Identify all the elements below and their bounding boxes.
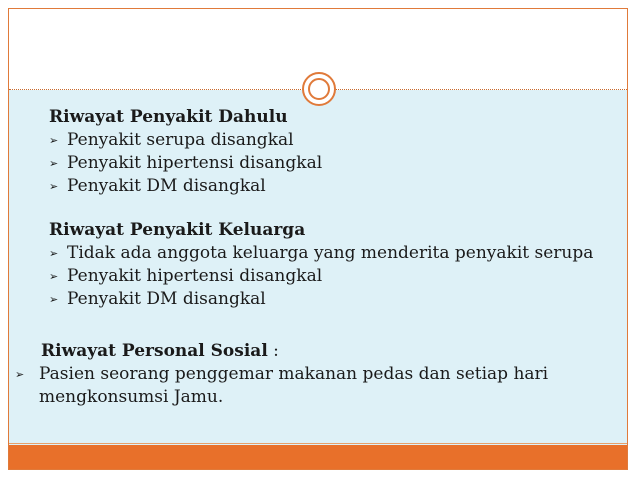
arrow-bullet-icon: ➢: [49, 247, 59, 260]
list-item: [9, 265, 627, 288]
heading-colon: :: [267, 341, 279, 361]
list-item-text: Penyakit hipertensi disangkal: [67, 153, 323, 173]
section-riwayat-penyakit-dahulu: [9, 106, 627, 198]
circle-ornament-icon: [302, 72, 336, 106]
arrow-bullet-icon: ➢: [49, 134, 59, 147]
list-item-text: Penyakit hipertensi disangkal: [67, 266, 323, 286]
section-riwayat-personal-sosial: [9, 340, 627, 409]
list-item-text: Pasien seorang penggemar makanan pedas dan setiap hari mengkonsumsi Jamu.: [39, 364, 549, 407]
arrow-bullet-icon: ➢: [49, 180, 59, 193]
section-riwayat-penyakit-keluarga: [9, 219, 627, 311]
list-item: [9, 175, 627, 198]
list-item: [9, 152, 627, 175]
section-heading: Riwayat Personal Sosial: [41, 341, 268, 361]
slide: [8, 8, 628, 470]
list-item-text: Penyakit DM disangkal: [67, 176, 266, 196]
section-heading-row: [9, 340, 627, 363]
list-item-text: Penyakit serupa disangkal: [67, 130, 294, 150]
list-item: [9, 242, 627, 265]
list-item: [9, 129, 627, 152]
arrow-bullet-icon: ➢: [49, 157, 59, 170]
list-item-text: Tidak ada anggota keluarga yang menderita penyakit serupa: [67, 243, 594, 263]
circle-ornament-inner: [308, 78, 330, 100]
section-heading: Riwayat Penyakit Dahulu: [49, 107, 288, 127]
section-heading: Riwayat Penyakit Keluarga: [49, 220, 306, 240]
footer-divider: [9, 443, 627, 444]
arrow-bullet-icon: ➢: [49, 293, 59, 306]
list-item-text: Penyakit DM disangkal: [67, 289, 266, 309]
list-item: [9, 288, 627, 311]
slide-content-area: [9, 90, 627, 447]
arrow-bullet-icon: ➢: [15, 368, 25, 381]
arrow-bullet-icon: ➢: [49, 270, 59, 283]
footer-bar: [9, 445, 627, 469]
list-item: [9, 363, 575, 409]
